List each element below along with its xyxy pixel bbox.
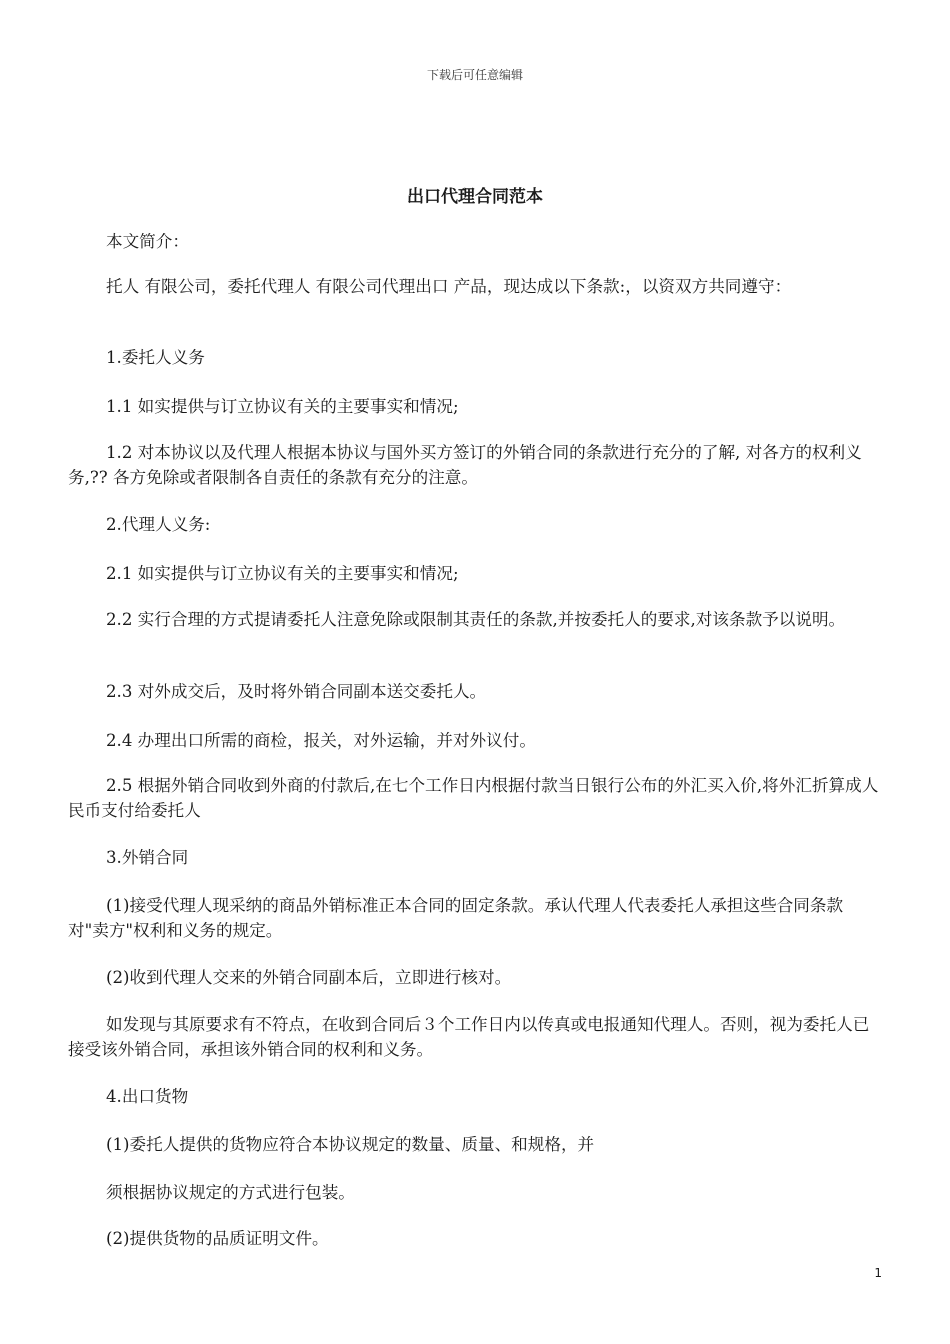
paragraph-intro-text: 托人 有限公司，委托代理人 有限公司代理出口 产品，现达成以下条款:，以资双方共同遵守： xyxy=(106,277,792,296)
clause-4-1-continued: 须根据协议规定的方式进行包装。 xyxy=(106,1183,355,1202)
paragraph-intro-label: 本文简介： xyxy=(106,232,189,251)
clause-2-2: 2.2 实行合理的方式提请委托人注意免除或限制其责任的条款,并按委托人的要求,对该条款予以说明。 xyxy=(106,610,846,629)
page-number: 1 xyxy=(874,1266,882,1280)
clause-4-1: (1)委托人提供的货物应符合本协议规定的数量、质量、和规格，并 xyxy=(106,1135,595,1154)
section-heading-2: 2.代理人义务: xyxy=(106,515,211,534)
section-heading-1: 1.委托人义务 xyxy=(106,348,205,367)
clause-3-2: (2)收到代理人交来的外销合同副本后，立即进行核对。 xyxy=(106,968,512,987)
clause-2-5: 2.5 根据外销合同收到外商的付款后,在七个工作日内根据付款当日银行公布的外汇买入价,将外汇折算成人民币支付给委托人 xyxy=(68,776,879,820)
clause-3-1: (1)接受代理人现采纳的商品外销标准正本合同的固定条款。承认代理人代表委托人承担这些合同条款对"卖方"权利和义务的规定。 xyxy=(68,896,844,940)
clause-4-2: (2)提供货物的品质证明文件。 xyxy=(106,1229,329,1248)
section-heading-3: 3.外销合同 xyxy=(106,848,189,867)
clause-1-2: 1.2 对本协议以及代理人根据本协议与国外买方签订的外销合同的条款进行充分的了解, 对各方的权利义务,?? 各方免除或者限制各自责任的条款有充分的注意。 xyxy=(68,443,862,487)
clause-1-1: 1.1 如实提供与订立协议有关的主要事实和情况; xyxy=(106,397,459,416)
clause-2-4: 2.4 办理出口所需的商检，报关，对外运输，并对外议付。 xyxy=(106,731,536,750)
document-title: 出口代理合同范本 xyxy=(407,187,543,207)
page-header: 下载后可任意编辑 xyxy=(426,68,523,82)
clause-2-3: 2.3 对外成交后，及时将外销合同副本送交委托人。 xyxy=(106,682,487,701)
clause-3-note: 如发现与其原要求有不符点，在收到合同后３个工作日内以传真或电报通知代理人。否则，视为委托人已接受该外销合同，承担该外销合同的权利和义务。 xyxy=(68,1015,870,1059)
clause-2-1: 2.1 如实提供与订立协议有关的主要事实和情况; xyxy=(106,564,459,583)
section-heading-4: 4.出口货物 xyxy=(106,1087,189,1106)
